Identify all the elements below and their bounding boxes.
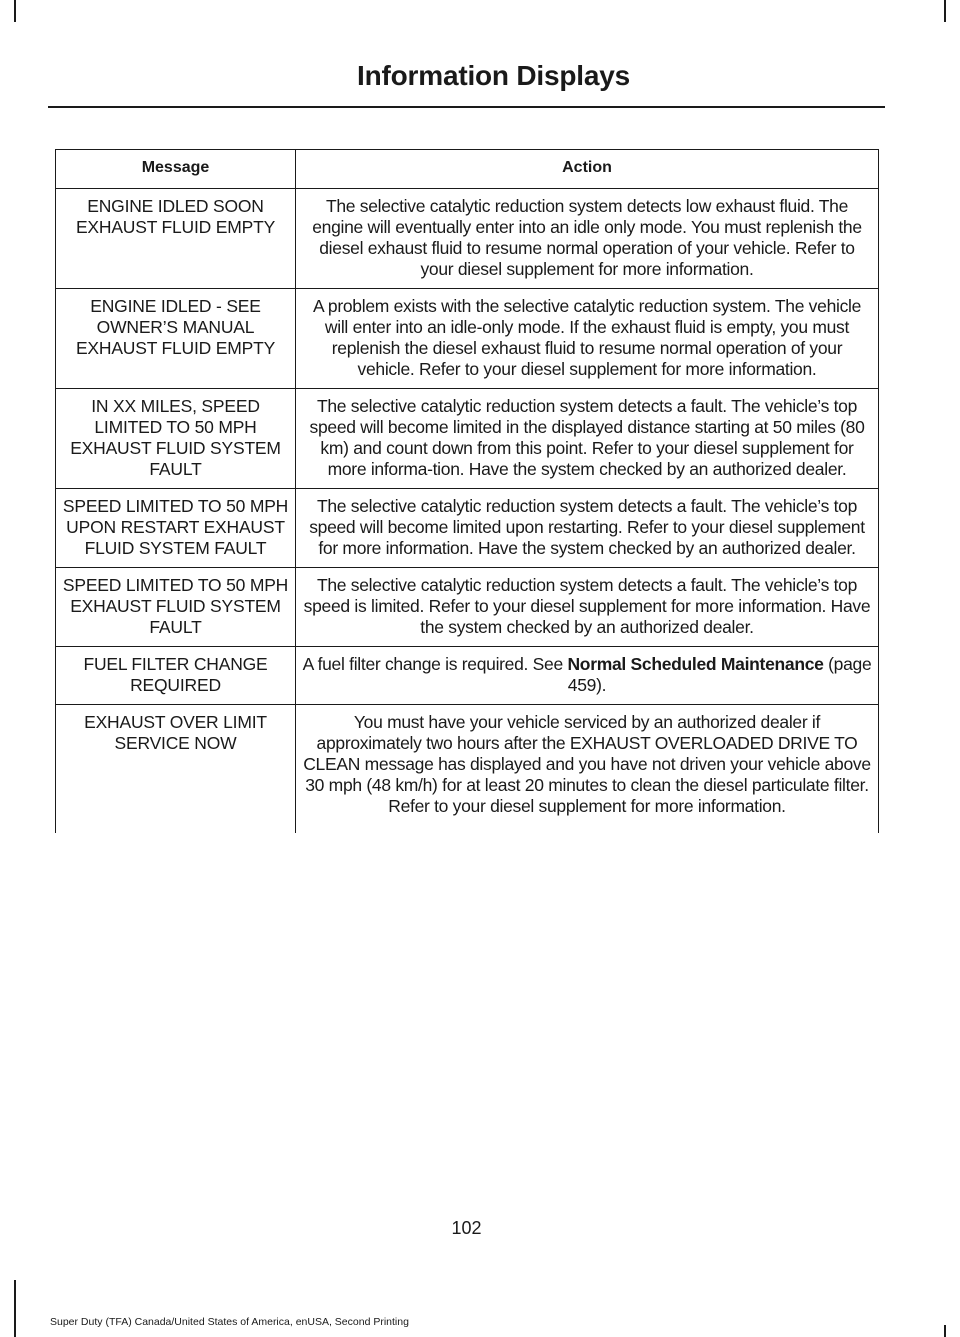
action-cell: The selective catalytic reduction system detects a fault. The vehicle’s top speed is limited. Refer to your diesel supplement for more information. Have the system checked by an authorized dealer. [296, 568, 879, 647]
title-divider [48, 106, 885, 108]
page-number: 102 [451, 1218, 482, 1238]
crop-mark [944, 0, 946, 22]
message-cell: ENGINE IDLED SOON EXHAUST FLUID EMPTY [56, 189, 296, 289]
action-text: (page 459). [567, 654, 872, 695]
crop-mark [944, 1325, 946, 1337]
footer-text: Super Duty (TFA) Canada/United States of America, enUSA, Second Printing [50, 1316, 409, 1328]
action-cell: The selective catalytic reduction system detects a fault. The vehicle’s top speed will become limited upon restarting. Refer to your diesel supplement for more information. Have the system checked by an authorized dealer. [296, 489, 879, 568]
action-cell: A problem exists with the selective catalytic reduction system. The vehicle will enter into an idle-only mode. If the exhaust fluid is empty, you must replenish the diesel exhaust fluid to resume normal operation of your vehicle. Refer to your diesel supplement for more information. [296, 289, 879, 389]
crop-mark [14, 1280, 16, 1337]
action-text: A fuel filter change is required. See [302, 654, 568, 674]
action-cell: The selective catalytic reduction system detects a fault. The vehicle’s top speed will become limited in the displayed distance starting at 50 miles (80 km) and count down from this point. Refer to your diesel supplement for more informa-tion. Have the system checked by an authorized dealer. [296, 389, 879, 489]
message-cell: ENGINE IDLED - SEE OWNER’S MANUAL EXHAUST FLUID EMPTY [56, 289, 296, 389]
message-cell: SPEED LIMITED TO 50 MPH EXHAUST FLUID SYSTEM FAULT [56, 568, 296, 647]
message-cell: EXHAUST OVER LIMIT SERVICE NOW [56, 705, 296, 834]
table-row [56, 389, 879, 489]
table-header-row [56, 150, 879, 189]
messages-table [55, 149, 879, 833]
action-cell: You must have your vehicle serviced by an authorized dealer if approximately two hours after the EXHAUST OVERLOADED DRIVE TO CLEAN message has displayed and you have not driven your vehicle above 30 mph (48 km/h) for at least 20 minutes to clean the diesel particulate filter. Refer to your diesel supplement for more information. [296, 705, 879, 834]
page-title: Information Displays [357, 60, 630, 91]
message-cell: IN XX MILES, SPEED LIMITED TO 50 MPH EXHAUST FLUID SYSTEM FAULT [56, 389, 296, 489]
action-cell: The selective catalytic reduction system detects low exhaust fluid. The engine will eventually enter into an idle only mode. You must replenish the diesel exhaust fluid to resume normal operation of your vehicle. Refer to your diesel supplement for more information. [296, 189, 879, 289]
table-row [56, 289, 879, 389]
crop-mark [14, 0, 16, 22]
action-cell [296, 647, 879, 705]
column-header-message: Message [56, 150, 296, 189]
table-row [56, 647, 879, 705]
cross-reference-link[interactable]: Normal Scheduled Maintenance [567, 654, 824, 674]
table-row [56, 489, 879, 568]
table-row [56, 705, 879, 834]
table-row [56, 189, 879, 289]
column-header-action: Action [296, 150, 879, 189]
message-cell: FUEL FILTER CHANGE REQUIRED [56, 647, 296, 705]
message-cell: SPEED LIMITED TO 50 MPH UPON RESTART EXHAUST FLUID SYSTEM FAULT [56, 489, 296, 568]
table-row [56, 568, 879, 647]
